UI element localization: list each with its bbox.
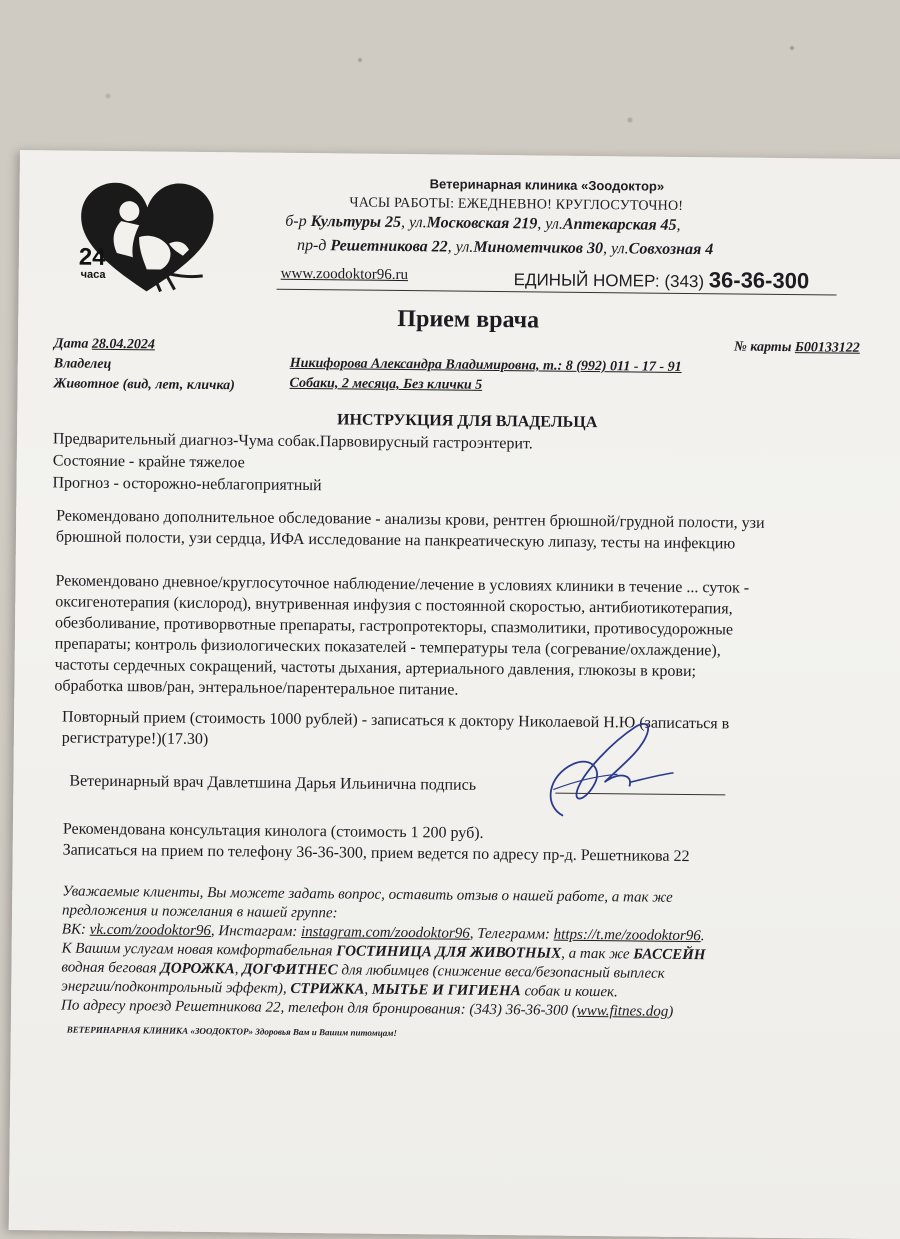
- text-line: оксигенотерапия (кислород), внутривенная инфузия с постоянной скоростью, антибиотикотерапия,: [55, 593, 733, 618]
- text-line: обезболивание, противорвотные препараты, гастропротекторы, спазмолитики, противосудорожные: [54, 614, 734, 639]
- unified-phone: ЕДИНЫЙ НОМЕР: (343) 36-36-300: [513, 267, 810, 294]
- handwritten-signature-icon: [533, 715, 684, 827]
- text-line: Рекомендовано дополнительное обследование - анализы крови, рентген брюшной/грудной полости, узи: [56, 507, 765, 532]
- social-links: ВК: vk.com/zoodoktor96, Инстаграм: instagram.com/zoodoktor96, Телеграмм: https://t.me/zoodoktor96.: [61, 921, 705, 945]
- footer: ВЕТЕРИНАРНАЯ КЛИНИКА «ЗООДОКТОР» Здоровья Вам и Вашим питомцам!: [66, 1024, 397, 1038]
- text-line: По адресу проезд Решетникова 22, телефон для бронирования: (343) 36-36-300 (www.fitnes.dog): [60, 997, 674, 1020]
- vk-link[interactable]: vk.com/zoodoktor96: [89, 921, 212, 940]
- instructions-title: ИНСТРУКЦИЯ ДЛЯ ВЛАДЕЛЬЦА: [336, 411, 598, 432]
- text-line: обработка швов/ран, энтеральное/парентеральное питание.: [54, 677, 459, 699]
- website-link[interactable]: www.zoodoktor96.ru: [280, 265, 409, 284]
- text-line: К Вашим услугам новая комфортабельная ГОСТИНИЦА ДЛЯ ЖИВОТНЫХ, а так же БАССЕЙН: [61, 940, 706, 964]
- text-line: Рекомендована консультация кинолога (стоимость 1 200 руб).: [62, 820, 484, 842]
- address-line-2: пр-д Решетникова 22, ул.Минометчиков 30, ул.Совхозная 4: [296, 236, 714, 259]
- doctor-line: Ветеринарный врач Давлетшина Дарья Ильинична подпись: [69, 772, 477, 794]
- text-line: регистратуре!)(17.30): [61, 729, 209, 749]
- condition: Состояние - крайне тяжелое: [52, 452, 245, 472]
- address-line-1: б-р Культуры 25, ул.Московская 219, ул.Аптекарская 45,: [285, 212, 681, 234]
- document-sheet: [9, 150, 900, 1239]
- text-line: предложения и пожелания в нашей группе:: [61, 902, 338, 922]
- text-line: Уважаемые клиенты, Вы можете задать вопрос, оставить отзыв о нашей работе, а так же: [62, 883, 673, 906]
- text-line: брюшной полости, узи сердца, ИФА исследование на панкреатическую липазу, тесты на инфекцию: [55, 528, 736, 553]
- instagram-link[interactable]: instagram.com/zoodoktor96: [300, 923, 470, 942]
- text-line: Записаться на прием по телефону 36-36-300, прием ведется по адресу пр-д. Решетникова 22: [62, 841, 690, 866]
- prognosis: Прогноз - осторожно-неблагоприятный: [52, 474, 322, 495]
- owner-value: Никифорова Александра Владимировна, т.: 8 (992) 011 - 17 - 91: [289, 355, 682, 375]
- text-line: Повторный прием (стоимость 1000 рублей) - записаться к доктору Николаевой Н.Ю (записаться в: [61, 708, 730, 733]
- text-line: энергии/подконтрольный эффект), СТРИЖКА, МЫТЬЕ И ГИГИЕНА собак и кошек.: [61, 978, 618, 1001]
- animal-label: Животное (вид, лет, кличка): [53, 376, 235, 394]
- text-line: Рекомендовано дневное/круглосуточное наблюдение/лечение в условиях клиники в течение ... суток -: [55, 572, 750, 597]
- logo-24: 24: [78, 243, 106, 271]
- diagnosis: Предварительный диагноз-Чума собак.Парвовирусный гастроэнтерит.: [52, 430, 533, 453]
- animal-value: Собаки, 2 месяца, Без клички 5: [289, 375, 483, 393]
- client-notes: [61, 882, 706, 1022]
- text-line: частоты сердечных сокращений, частоты дыхания, артериального давления, глюкозы в крови;: [54, 656, 697, 681]
- text-line: препараты; контроль физиологических показателей - температуры тела (согревание/охлаждение),: [54, 635, 721, 660]
- page-title: Прием врача: [397, 305, 540, 334]
- visit-date: Дата 28.04.2024: [53, 336, 155, 353]
- observation-recommendation: [54, 570, 749, 703]
- owner-label: Владелец: [53, 356, 112, 372]
- heart-dog-cat-logo-icon: [76, 179, 217, 300]
- exam-recommendation: [56, 505, 765, 554]
- clinic-name: Ветеринарная клиника «Зоодоктор»: [429, 176, 665, 194]
- telegram-link[interactable]: https://t.me/zoodoktor96: [553, 926, 701, 945]
- card-number: № карты Б00133122: [733, 339, 860, 356]
- logo-chasa: часа: [80, 268, 106, 281]
- working-hours: ЧАСЫ РАБОТЫ: ЕЖЕДНЕВНО! КРУГЛОСУТОЧНО!: [349, 195, 684, 214]
- text-line: водная беговая ДОРОЖКА, ДОГФИТНЕС для любимцев (снижение веса/безопасный выплеск: [61, 959, 665, 982]
- fitnes-link[interactable]: www.fitnes.dog: [576, 1002, 669, 1020]
